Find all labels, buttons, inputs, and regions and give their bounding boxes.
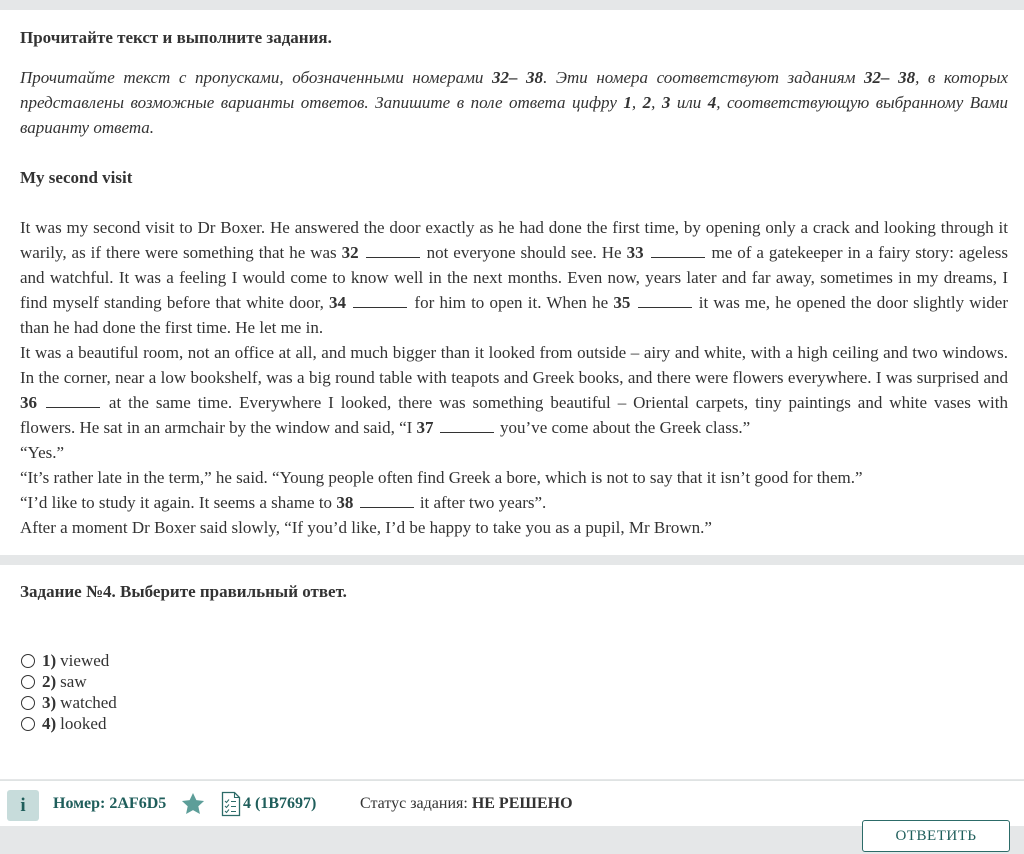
option-number: 3) <box>42 693 57 712</box>
task-status <box>360 795 573 813</box>
passage-paragraph <box>20 465 1008 490</box>
document-icon[interactable] <box>221 791 241 817</box>
option-label: looked <box>60 714 107 733</box>
gap-number: 36 <box>20 393 37 412</box>
passage-fragment: for him to open it. When he <box>409 293 614 312</box>
radio-button[interactable] <box>21 675 35 689</box>
gap-blank <box>638 293 692 308</box>
passage-fragment: It was a beautiful room, not an office at all, and much bigger than it looked from outside – airy and white, with a high ceiling and two windows. In the corner, near a low bookshelf, was a big round table with teapots and Greek books, and there were flowers everywhere. I was surprised and <box>20 343 1008 387</box>
passage-fragment: you’ve come about the Greek class.” <box>495 418 751 437</box>
answer-option-4[interactable] <box>21 714 106 734</box>
instruction-number: 32– 38 <box>864 68 916 87</box>
passage-paragraph <box>20 215 1008 340</box>
gap-blank <box>353 293 407 308</box>
variant-link[interactable]: 4 (1B7697) <box>243 795 317 812</box>
answer-button[interactable]: ОТВЕТИТЬ <box>862 820 1010 852</box>
status-label: Статус задания: <box>360 795 472 812</box>
instruction-fragment: , <box>631 93 643 112</box>
gap-blank <box>440 418 494 433</box>
instruction-fragment: , в которых представлены возможные варианты ответов. Запишите в поле ответа цифру <box>20 68 1009 112</box>
passage-paragraph <box>20 340 1008 440</box>
passage-fragment: “Yes.” <box>20 443 65 462</box>
radio-button[interactable] <box>21 654 35 668</box>
passage-text <box>20 215 1008 540</box>
gap-blank <box>651 243 705 258</box>
radio-button[interactable] <box>21 696 35 710</box>
option-number: 1) <box>42 651 57 670</box>
instruction-number: 2 <box>642 93 652 112</box>
task-heading: Задание №4. Выберите правильный ответ. <box>20 582 347 601</box>
passage-paragraph <box>20 440 1008 465</box>
task-panel <box>0 565 1024 779</box>
answer-option-3[interactable] <box>21 693 117 713</box>
star-icon[interactable] <box>180 791 206 817</box>
instruction-fragment: , соответствующую выбранному Вами варианту ответа. <box>20 93 1009 137</box>
gap-number: 38 <box>336 493 354 512</box>
instruction-number: 1 <box>623 93 632 112</box>
option-number: 4) <box>42 714 57 733</box>
instruction-number: 3 <box>661 93 671 112</box>
instruction-number: 4 <box>707 93 717 112</box>
gap-blank <box>366 243 420 258</box>
instruction-fragment: Прочитайте текст с пропусками, обозначенными номерами <box>20 68 492 87</box>
passage-paragraph <box>20 490 1008 515</box>
instruction-heading: Прочитайте текст и выполните задания. <box>20 28 332 47</box>
text-title: My second visit <box>20 168 133 187</box>
passage-fragment: it after two years”. <box>415 493 547 512</box>
instruction-fragment: , <box>651 93 662 112</box>
text-panel <box>0 10 1024 555</box>
info-button[interactable]: i <box>7 790 39 821</box>
radio-button[interactable] <box>21 717 35 731</box>
option-label: viewed <box>60 651 110 670</box>
status-value: НЕ РЕШЕНО <box>471 795 573 812</box>
gap-number: 33 <box>626 243 644 262</box>
gap-number: 37 <box>416 418 434 437</box>
gap-number: 32 <box>341 243 359 262</box>
passage-fragment: After a moment Dr Boxer said slowly, “If you’d like, I’d be happy to take you as a pupil, Mr Brown.” <box>20 518 712 537</box>
gap-number: 35 <box>613 293 631 312</box>
passage-paragraph <box>20 515 1008 540</box>
instruction-fragment: или <box>670 93 708 112</box>
passage-fragment: It was my second visit to Dr Boxer. He answered the door exactly as he had done the first time, by opening only a crack and looking through it warily, as if there were something that he was <box>20 218 1008 262</box>
instruction-fragment: . Эти номера соответствуют заданиям <box>543 68 865 87</box>
passage-fragment: me of a gatekeeper in a fairy story: ageless and watchful. It was a feeling I would come to know well in the next months. Even now, years later and far away, sometimes in my dreams, I find myself standing before that white door, <box>20 243 1008 312</box>
task-number-label: Номер: 2AF6D5 <box>53 795 167 812</box>
instruction-number: 32– 38 <box>491 68 544 87</box>
passage-fragment: at the same time. Everywhere I looked, there was something beautiful – Oriental carpets, tiny paintings and white vases with flowers. He sat in an armchair by the window and said, “I <box>20 393 1008 437</box>
answer-option-1[interactable] <box>21 651 109 671</box>
gap-blank <box>46 393 100 408</box>
option-number: 2) <box>42 672 57 691</box>
gap-number: 34 <box>329 293 347 312</box>
passage-fragment: “I’d like to study it again. It seems a shame to <box>20 493 337 512</box>
option-label: saw <box>60 672 87 691</box>
gap-blank <box>360 493 414 508</box>
passage-fragment: not everyone should see. He <box>421 243 627 262</box>
instruction-text <box>20 65 1008 140</box>
passage-fragment: “It’s rather late in the term,” he said. “Young people often find Greek a bore, which is not to say that it isn’t good for them.” <box>20 468 863 487</box>
option-label: watched <box>60 693 117 712</box>
answer-option-2[interactable] <box>21 672 87 692</box>
passage-fragment: it was me, he opened the door slightly wider than he had done the first time. He let me in. <box>20 293 1009 337</box>
